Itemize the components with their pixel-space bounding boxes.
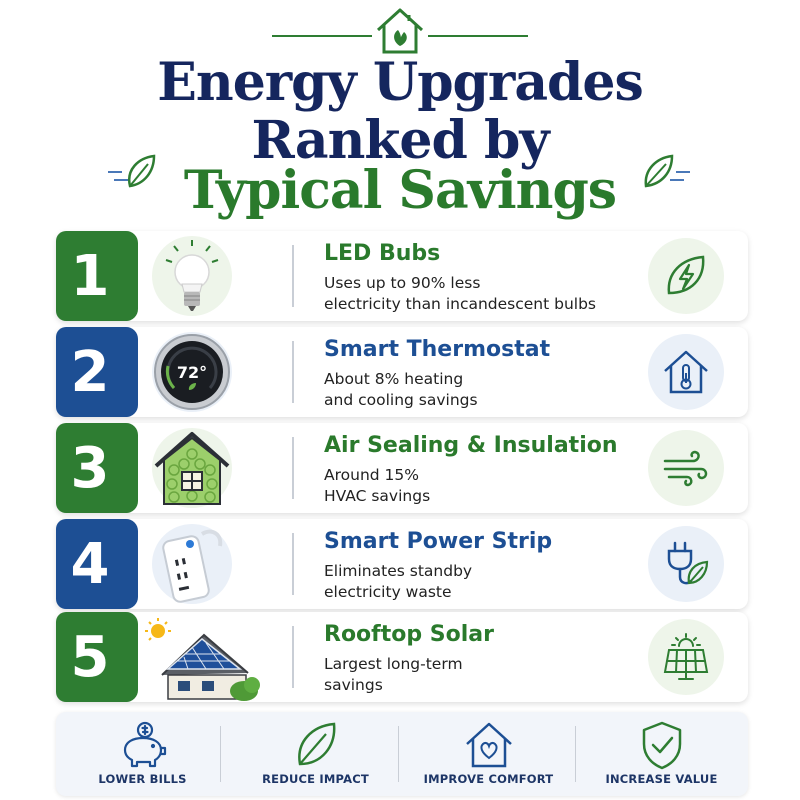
upgrade-row-2: [56, 327, 748, 417]
header-divider-right: [428, 35, 528, 37]
upgrade-description: Uses up to 90% less electricity than incandescent bulbs: [324, 274, 597, 313]
house-leaf-icon: [373, 6, 427, 56]
upgrade-row-5: [56, 612, 748, 702]
upgrade-title: Smart Thermostat: [324, 337, 551, 362]
upgrade-description: Largest long-term savings: [324, 655, 463, 694]
title-line-2: Ranked by: [251, 110, 549, 171]
benefit-label: REDUCE IMPACT: [262, 772, 369, 786]
insulated-house-image: [152, 428, 232, 508]
house-heart-icon: [463, 720, 515, 770]
upgrade-row-3: [56, 423, 748, 513]
title-line-3: Typical Savings: [183, 160, 617, 221]
shield-check-icon: [636, 720, 688, 770]
row-divider: [292, 626, 294, 688]
upgrade-row-1: [56, 231, 748, 321]
solar-house-image: [144, 617, 260, 697]
benefit-label: LOWER BILLS: [98, 772, 187, 786]
footer-divider: [398, 726, 399, 782]
upgrade-title: Rooftop Solar: [324, 622, 494, 647]
upgrade-title: LED Bubs: [324, 241, 441, 266]
benefit-increase-value: [575, 712, 748, 796]
header: [0, 0, 800, 225]
header-divider-left: [272, 35, 372, 37]
thermostat-image: [152, 332, 232, 412]
upgrade-title: Smart Power Strip: [324, 529, 553, 554]
house-thermometer-icon: [648, 334, 724, 410]
footer-divider: [220, 726, 221, 782]
title-line-1: Energy Upgrades: [157, 52, 643, 113]
row-divider: [292, 533, 294, 595]
leaf-decoration-left: [108, 150, 158, 190]
benefit-reduce-impact: [229, 712, 402, 796]
leaf-bolt-icon: [648, 238, 724, 314]
leaf-decoration-right: [642, 150, 692, 190]
benefit-label: IMPROVE COMFORT: [423, 772, 554, 786]
rank-badge: 5: [56, 612, 124, 702]
power-strip-image: [152, 524, 232, 604]
wind-icon: [648, 430, 724, 506]
rank-badge: 2: [56, 327, 124, 417]
benefits-footer: [56, 712, 748, 796]
benefit-label: INCREASE VALUE: [605, 772, 718, 786]
rank-badge: 1: [56, 231, 124, 321]
upgrade-row-4: [56, 519, 748, 609]
benefit-improve-comfort: [402, 712, 575, 796]
plug-leaf-icon: [648, 526, 724, 602]
row-divider: [292, 245, 294, 307]
led-bulb-image: [152, 236, 232, 316]
leaf-icon: [290, 720, 342, 770]
thermostat-reading: 72°: [176, 363, 208, 382]
upgrade-description: Around 15% HVAC savings: [324, 466, 431, 505]
upgrade-title: Air Sealing & Insulation: [324, 433, 618, 458]
upgrade-description: Eliminates standby electricity waste: [324, 562, 473, 601]
rank-badge: 3: [56, 423, 124, 513]
row-divider: [292, 341, 294, 403]
rank-badge: 4: [56, 519, 124, 609]
piggy-bank-icon: [117, 720, 169, 770]
solar-panel-icon: [648, 619, 724, 695]
upgrade-description: About 8% heating and cooling savings: [324, 370, 478, 409]
benefit-lower-bills: [56, 712, 229, 796]
row-divider: [292, 437, 294, 499]
